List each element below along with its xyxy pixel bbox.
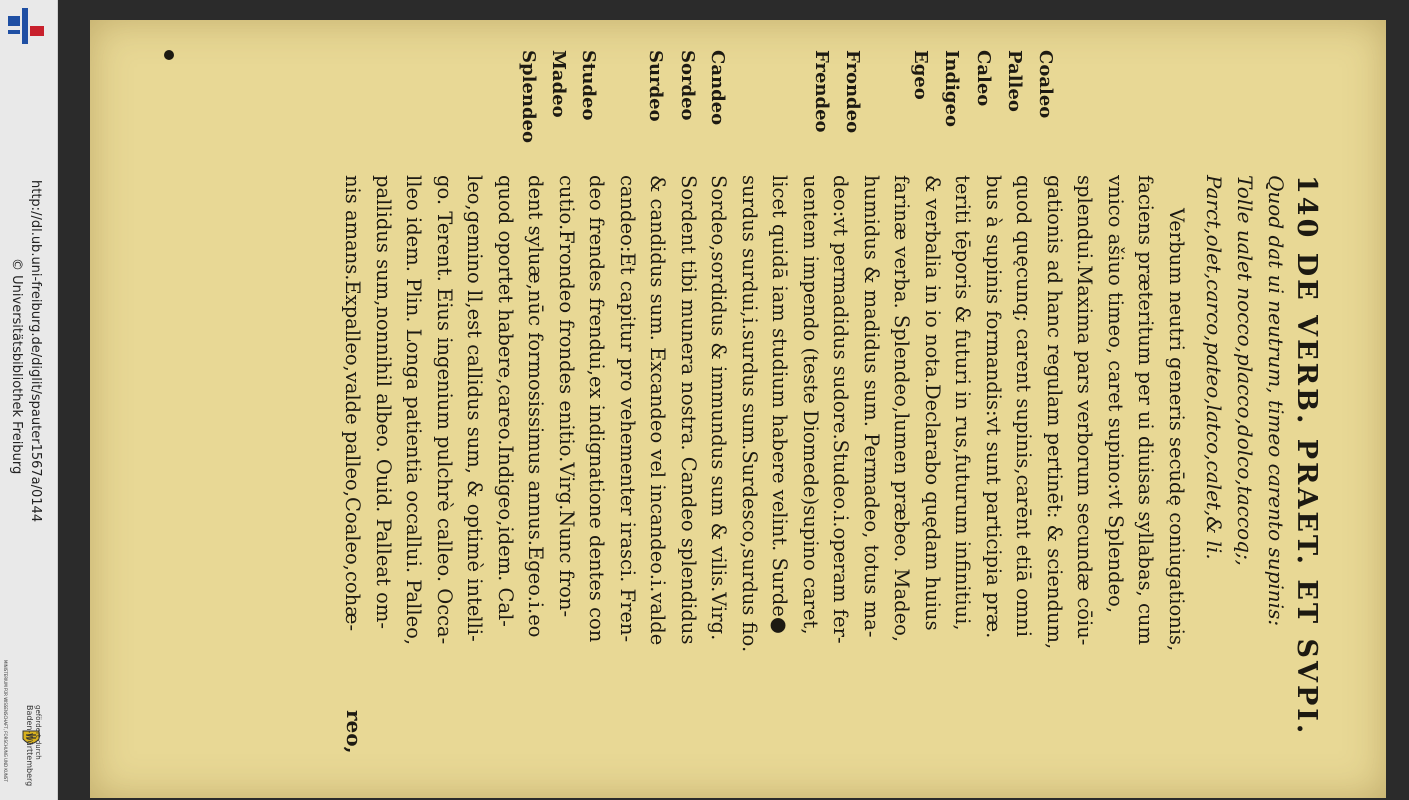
text-line: candeo:Et capitur pro vehementer irasci. Fren- — [616, 175, 639, 643]
margin-word: Madeo — [548, 50, 569, 118]
text-line: gationis ad hanc regulam pertinēt: & sciendum, — [1043, 175, 1066, 650]
text-line: dent syluæ,nūc formosissimus annus.Egeo.i.eo — [524, 175, 547, 638]
margin-word: Sordeo — [677, 50, 698, 121]
margin-word: Egeo — [910, 50, 931, 100]
text-line: faciens præteritum per ui diuisas syllabas, cum — [1134, 175, 1157, 645]
verse-line: Quod dat ui neutrum, timeo carento supinis: — [1264, 175, 1288, 627]
margin-word: Frondeo — [842, 50, 863, 134]
text-line: lleo idem. Plin. Longa patientia occallui. Palleo, — [402, 175, 425, 646]
text-line: pallidus sum,nonnihil albeo. Ouid. Palleat om- — [372, 175, 395, 629]
text-line: & candidus sum. Excandeo vel incandeo.i.valde — [646, 175, 669, 646]
text-line: Sordent tibi munera nostra. Candeo splendidus — [677, 175, 700, 645]
text-line: Verbum neutri generis secūdę coniugationis, — [1165, 208, 1188, 652]
text-line: splendui.Maxima pars verborum secundæ cōiu- — [1073, 175, 1096, 646]
text-line: bus à supinis formandis:vt sunt participia præ. — [982, 175, 1005, 639]
copyright-notice: © Universitätsbibliothek Freiburg — [9, 258, 24, 475]
text-line: go. Terent. Eius ingenium pulchrè calleo. Occa- — [433, 175, 456, 645]
text-line: licet quidā iam studium habere velint. Surde● — [768, 175, 791, 634]
text-line: teriti tēporis & futuri in rus,futurum infinitiui, — [951, 175, 974, 631]
text-line: humidus & madidus sum. Permadeo, totus ma- — [860, 175, 883, 638]
margin-word: Candeo — [707, 50, 728, 126]
margin-word: Frendeo — [811, 50, 832, 133]
text-line: deo:vt permadidus sudore.Studeo.i.operam fer- — [829, 175, 852, 644]
text-line: nis amans.Expalleo,valde palleo,Coaleo,cohæ- — [341, 175, 364, 632]
text-line: quod quęcunq; carent supinis,carēnt etiā omni — [1012, 175, 1035, 638]
text-line: & verbalia in io nota.Declarabo quędam huius — [921, 175, 944, 631]
text-line: surdus surdui,i.surdus sum.Surdesco,surdus fio. — [738, 175, 761, 653]
margin-word: Splendeo — [518, 50, 539, 144]
margin-word: Coaleo — [1035, 50, 1056, 119]
text-line: cutio.Frondeo frondes enitio.Virg.Nunc fron- — [555, 175, 578, 618]
margin-word: Surdeo — [645, 50, 666, 122]
margin-word: Studeo — [578, 50, 599, 121]
funding-label: gefördert durch — [34, 705, 42, 760]
verse-line: Parct,olet,carco,pateo,latco,calet,& li. — [1202, 175, 1226, 560]
text-line: vnico ašiuo timeo, caret supino:vt Splendeo, — [1104, 175, 1127, 614]
ornament-dot — [164, 50, 174, 60]
verse-line: Tolle ualet nocco,placco,dolco,taccoq;, — [1233, 175, 1257, 567]
text-line: quod oportet habere,careo.Indigeo,idem. Cal- — [494, 175, 517, 627]
text-line: Sordeo,sordidus & immundus sum & vilis.Virg. — [707, 175, 730, 641]
text-line: uentem impendo (teste Diomede)supino caret, — [799, 175, 822, 635]
margin-word: Caleo — [973, 50, 994, 107]
page-header: 140 DE VERB. PRAET. ET SVPI. — [1291, 175, 1322, 737]
text-line: farinæ verba. Splendeo,lumen præbeo. Madeo, — [890, 175, 913, 643]
text-line: deo frendes frendui,ex indignatione dentes con — [585, 175, 608, 643]
margin-word: Indigeo — [941, 50, 962, 127]
funding-ministry: MINISTERIUM FÜR WISSENSCHAFT, FORSCHUNG UND KUNST — [3, 660, 8, 782]
document-url[interactable]: http://dl.ub.uni-freiburg.de/diglit/spauter1567a/0144 — [28, 180, 43, 523]
text-line: leo,gemino ll,est callidus sum, & optimè intelli- — [463, 175, 486, 642]
margin-word: Palleo — [1004, 50, 1025, 112]
catchword: reo, — [342, 710, 366, 754]
funding-state: Baden-Württemberg — [25, 705, 34, 787]
